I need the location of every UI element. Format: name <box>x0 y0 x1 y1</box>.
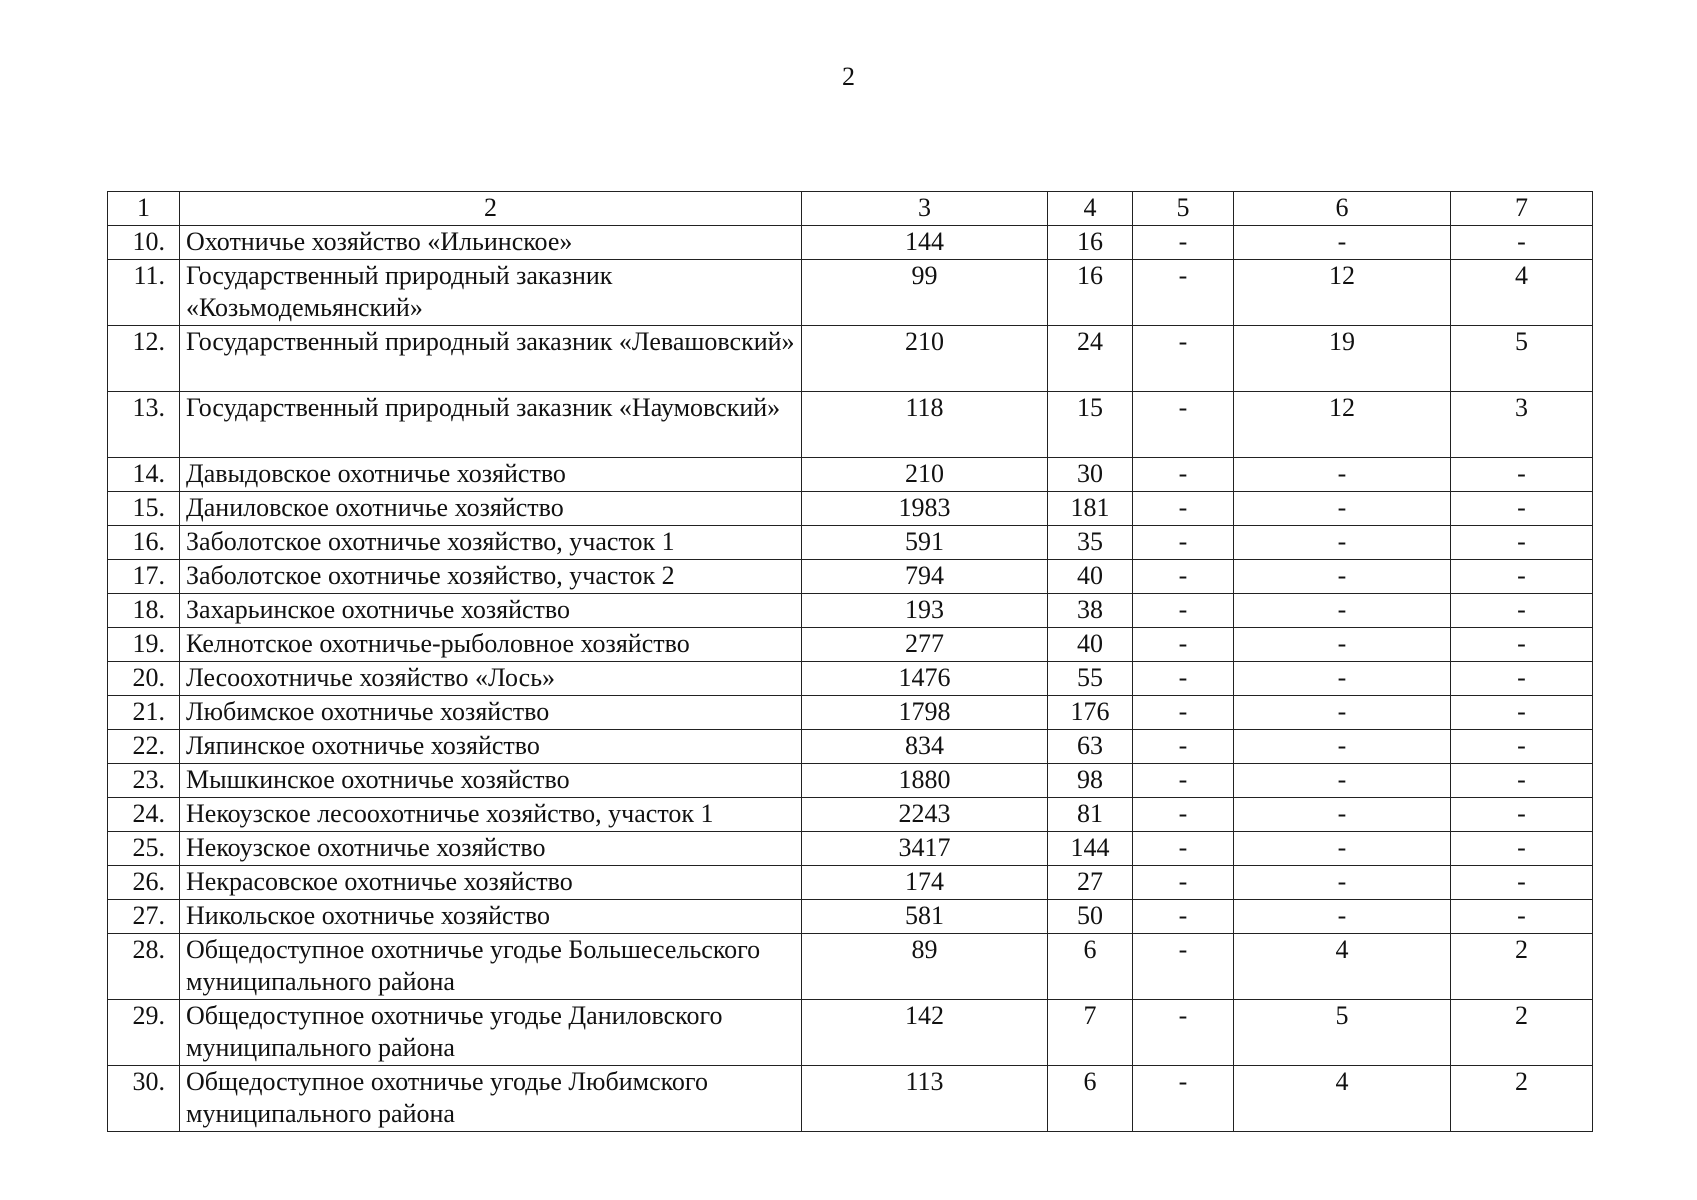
column-5-value: - <box>1133 730 1234 764</box>
row-number: 19. <box>108 628 180 662</box>
column-5-value: - <box>1133 560 1234 594</box>
column-3-value: 210 <box>802 458 1048 492</box>
column-5-value: - <box>1133 900 1234 934</box>
column-3-value: 174 <box>802 866 1048 900</box>
column-4-value: 15 <box>1048 392 1133 458</box>
column-5-value: - <box>1133 696 1234 730</box>
table-header-row <box>108 192 1593 226</box>
column-3-value: 99 <box>802 260 1048 326</box>
column-7-value: - <box>1451 866 1593 900</box>
column-5-value: - <box>1133 866 1234 900</box>
column-3-value: 1880 <box>802 764 1048 798</box>
column-6-value: - <box>1234 798 1451 832</box>
column-7-value: - <box>1451 730 1593 764</box>
table-row <box>108 934 1593 1000</box>
hunting-ground-name: Мышкинское охотничье хозяйство <box>180 764 802 798</box>
column-6-value: 19 <box>1234 326 1451 392</box>
table-row <box>108 798 1593 832</box>
column-5-value: - <box>1133 662 1234 696</box>
hunting-ground-name: Общедоступное охотничье угодье Большесельского муниципального района <box>180 934 802 1000</box>
column-6-value: - <box>1234 226 1451 260</box>
hunting-ground-name: Никольское охотничье хозяйство <box>180 900 802 934</box>
column-4-value: 24 <box>1048 326 1133 392</box>
column-6-value: - <box>1234 764 1451 798</box>
column-4-value: 16 <box>1048 226 1133 260</box>
column-6-value: - <box>1234 560 1451 594</box>
column-7-value: - <box>1451 628 1593 662</box>
column-3-value: 142 <box>802 1000 1048 1066</box>
column-4-value: 27 <box>1048 866 1133 900</box>
column-4-value: 7 <box>1048 1000 1133 1066</box>
column-4-value: 6 <box>1048 1066 1133 1132</box>
column-3-value: 3417 <box>802 832 1048 866</box>
hunting-ground-name: Любимское охотничье хозяйство <box>180 696 802 730</box>
column-3-value: 581 <box>802 900 1048 934</box>
column-7-value: - <box>1451 764 1593 798</box>
hunting-ground-name: Некоузское лесоохотничье хозяйство, участок 1 <box>180 798 802 832</box>
column-3-value: 113 <box>802 1066 1048 1132</box>
column-7-value: - <box>1451 662 1593 696</box>
hunting-ground-name: Лесоохотничье хозяйство «Лось» <box>180 662 802 696</box>
column-6-value: - <box>1234 696 1451 730</box>
column-7-value: - <box>1451 492 1593 526</box>
column-5-value: - <box>1133 764 1234 798</box>
table-row <box>108 594 1593 628</box>
hunting-ground-name: Общедоступное охотничье угодье Даниловского муниципального района <box>180 1000 802 1066</box>
column-5-value: - <box>1133 1066 1234 1132</box>
column-7-value: 2 <box>1451 1000 1593 1066</box>
column-6-value: - <box>1234 662 1451 696</box>
row-number: 16. <box>108 526 180 560</box>
column-3-value: 1983 <box>802 492 1048 526</box>
column-6-value: 12 <box>1234 392 1451 458</box>
column-3-value: 277 <box>802 628 1048 662</box>
column-6-value: - <box>1234 730 1451 764</box>
column-5-value: - <box>1133 832 1234 866</box>
row-number: 21. <box>108 696 180 730</box>
hunting-ground-name: Государственный природный заказник «Козьмодемьянский» <box>180 260 802 326</box>
table-row <box>108 730 1593 764</box>
row-number: 29. <box>108 1000 180 1066</box>
column-4-value: 50 <box>1048 900 1133 934</box>
column-7-value: - <box>1451 458 1593 492</box>
column-4-value: 16 <box>1048 260 1133 326</box>
column-3-value: 591 <box>802 526 1048 560</box>
table-row <box>108 1000 1593 1066</box>
column-4-value: 81 <box>1048 798 1133 832</box>
row-number: 28. <box>108 934 180 1000</box>
column-6-value: - <box>1234 866 1451 900</box>
page-number: 2 <box>842 62 855 91</box>
row-number: 23. <box>108 764 180 798</box>
column-4-value: 55 <box>1048 662 1133 696</box>
column-header: 4 <box>1048 192 1133 226</box>
hunting-ground-name: Государственный природный заказник «Левашовский» <box>180 326 802 392</box>
column-6-value: - <box>1234 594 1451 628</box>
row-number: 22. <box>108 730 180 764</box>
hunting-ground-name: Государственный природный заказник «Наумовский» <box>180 392 802 458</box>
column-3-value: 89 <box>802 934 1048 1000</box>
row-number: 30. <box>108 1066 180 1132</box>
column-3-value: 1476 <box>802 662 1048 696</box>
column-5-value: - <box>1133 492 1234 526</box>
column-4-value: 176 <box>1048 696 1133 730</box>
column-4-value: 98 <box>1048 764 1133 798</box>
row-number: 17. <box>108 560 180 594</box>
column-4-value: 144 <box>1048 832 1133 866</box>
hunting-ground-name: Келнотское охотничье-рыболовное хозяйство <box>180 628 802 662</box>
column-4-value: 40 <box>1048 560 1133 594</box>
row-number: 15. <box>108 492 180 526</box>
table-row <box>108 458 1593 492</box>
row-number: 10. <box>108 226 180 260</box>
table-row <box>108 526 1593 560</box>
column-3-value: 144 <box>802 226 1048 260</box>
column-3-value: 193 <box>802 594 1048 628</box>
column-5-value: - <box>1133 260 1234 326</box>
hunting-ground-name: Охотничье хозяйство «Ильинское» <box>180 226 802 260</box>
column-header: 2 <box>180 192 802 226</box>
column-5-value: - <box>1133 226 1234 260</box>
row-number: 14. <box>108 458 180 492</box>
column-4-value: 30 <box>1048 458 1133 492</box>
column-5-value: - <box>1133 392 1234 458</box>
column-4-value: 6 <box>1048 934 1133 1000</box>
column-3-value: 210 <box>802 326 1048 392</box>
column-6-value: 4 <box>1234 1066 1451 1132</box>
table-row <box>108 226 1593 260</box>
column-5-value: - <box>1133 934 1234 1000</box>
column-5-value: - <box>1133 628 1234 662</box>
table-row <box>108 764 1593 798</box>
column-7-value: 3 <box>1451 392 1593 458</box>
row-number: 26. <box>108 866 180 900</box>
table-row <box>108 1066 1593 1132</box>
table-row <box>108 326 1593 392</box>
row-number: 18. <box>108 594 180 628</box>
column-header: 7 <box>1451 192 1593 226</box>
column-6-value: - <box>1234 832 1451 866</box>
column-5-value: - <box>1133 526 1234 560</box>
row-number: 25. <box>108 832 180 866</box>
row-number: 20. <box>108 662 180 696</box>
column-header: 1 <box>108 192 180 226</box>
column-6-value: - <box>1234 458 1451 492</box>
hunting-ground-name: Некрасовское охотничье хозяйство <box>180 866 802 900</box>
table-row <box>108 900 1593 934</box>
column-4-value: 40 <box>1048 628 1133 662</box>
column-3-value: 794 <box>802 560 1048 594</box>
row-number: 27. <box>108 900 180 934</box>
column-5-value: - <box>1133 326 1234 392</box>
column-7-value: - <box>1451 798 1593 832</box>
hunting-grounds-table <box>107 191 1593 1132</box>
column-7-value: - <box>1451 696 1593 730</box>
column-7-value: 4 <box>1451 260 1593 326</box>
column-6-value: - <box>1234 492 1451 526</box>
column-header: 6 <box>1234 192 1451 226</box>
table-row <box>108 260 1593 326</box>
hunting-ground-name: Давыдовское охотничье хозяйство <box>180 458 802 492</box>
column-3-value: 834 <box>802 730 1048 764</box>
column-5-value: - <box>1133 798 1234 832</box>
column-3-value: 118 <box>802 392 1048 458</box>
column-6-value: - <box>1234 628 1451 662</box>
column-6-value: - <box>1234 900 1451 934</box>
table-row <box>108 560 1593 594</box>
table-row <box>108 696 1593 730</box>
column-6-value: 4 <box>1234 934 1451 1000</box>
column-7-value: 2 <box>1451 934 1593 1000</box>
row-number: 11. <box>108 260 180 326</box>
row-number: 24. <box>108 798 180 832</box>
column-5-value: - <box>1133 458 1234 492</box>
hunting-ground-name: Некоузское охотничье хозяйство <box>180 832 802 866</box>
column-7-value: 2 <box>1451 1066 1593 1132</box>
column-7-value: 5 <box>1451 326 1593 392</box>
column-5-value: - <box>1133 1000 1234 1066</box>
column-4-value: 35 <box>1048 526 1133 560</box>
hunting-ground-name: Ляпинское охотничье хозяйство <box>180 730 802 764</box>
column-3-value: 1798 <box>802 696 1048 730</box>
column-7-value: - <box>1451 226 1593 260</box>
column-7-value: - <box>1451 526 1593 560</box>
column-7-value: - <box>1451 560 1593 594</box>
column-4-value: 63 <box>1048 730 1133 764</box>
table-row <box>108 832 1593 866</box>
column-6-value: 5 <box>1234 1000 1451 1066</box>
column-7-value: - <box>1451 900 1593 934</box>
row-number: 12. <box>108 326 180 392</box>
table-row <box>108 392 1593 458</box>
column-header: 5 <box>1133 192 1234 226</box>
hunting-ground-name: Общедоступное охотничье угодье Любимского муниципального района <box>180 1066 802 1132</box>
column-6-value: - <box>1234 526 1451 560</box>
column-4-value: 181 <box>1048 492 1133 526</box>
hunting-ground-name: Заболотское охотничье хозяйство, участок 1 <box>180 526 802 560</box>
table-row <box>108 492 1593 526</box>
hunting-ground-name: Заболотское охотничье хозяйство, участок 2 <box>180 560 802 594</box>
column-5-value: - <box>1133 594 1234 628</box>
table-row <box>108 662 1593 696</box>
row-number: 13. <box>108 392 180 458</box>
column-7-value: - <box>1451 832 1593 866</box>
column-6-value: 12 <box>1234 260 1451 326</box>
column-header: 3 <box>802 192 1048 226</box>
column-4-value: 38 <box>1048 594 1133 628</box>
hunting-ground-name: Захарьинское охотничье хозяйство <box>180 594 802 628</box>
column-3-value: 2243 <box>802 798 1048 832</box>
column-7-value: - <box>1451 594 1593 628</box>
hunting-ground-name: Даниловское охотничье хозяйство <box>180 492 802 526</box>
table-row <box>108 628 1593 662</box>
table-row <box>108 866 1593 900</box>
